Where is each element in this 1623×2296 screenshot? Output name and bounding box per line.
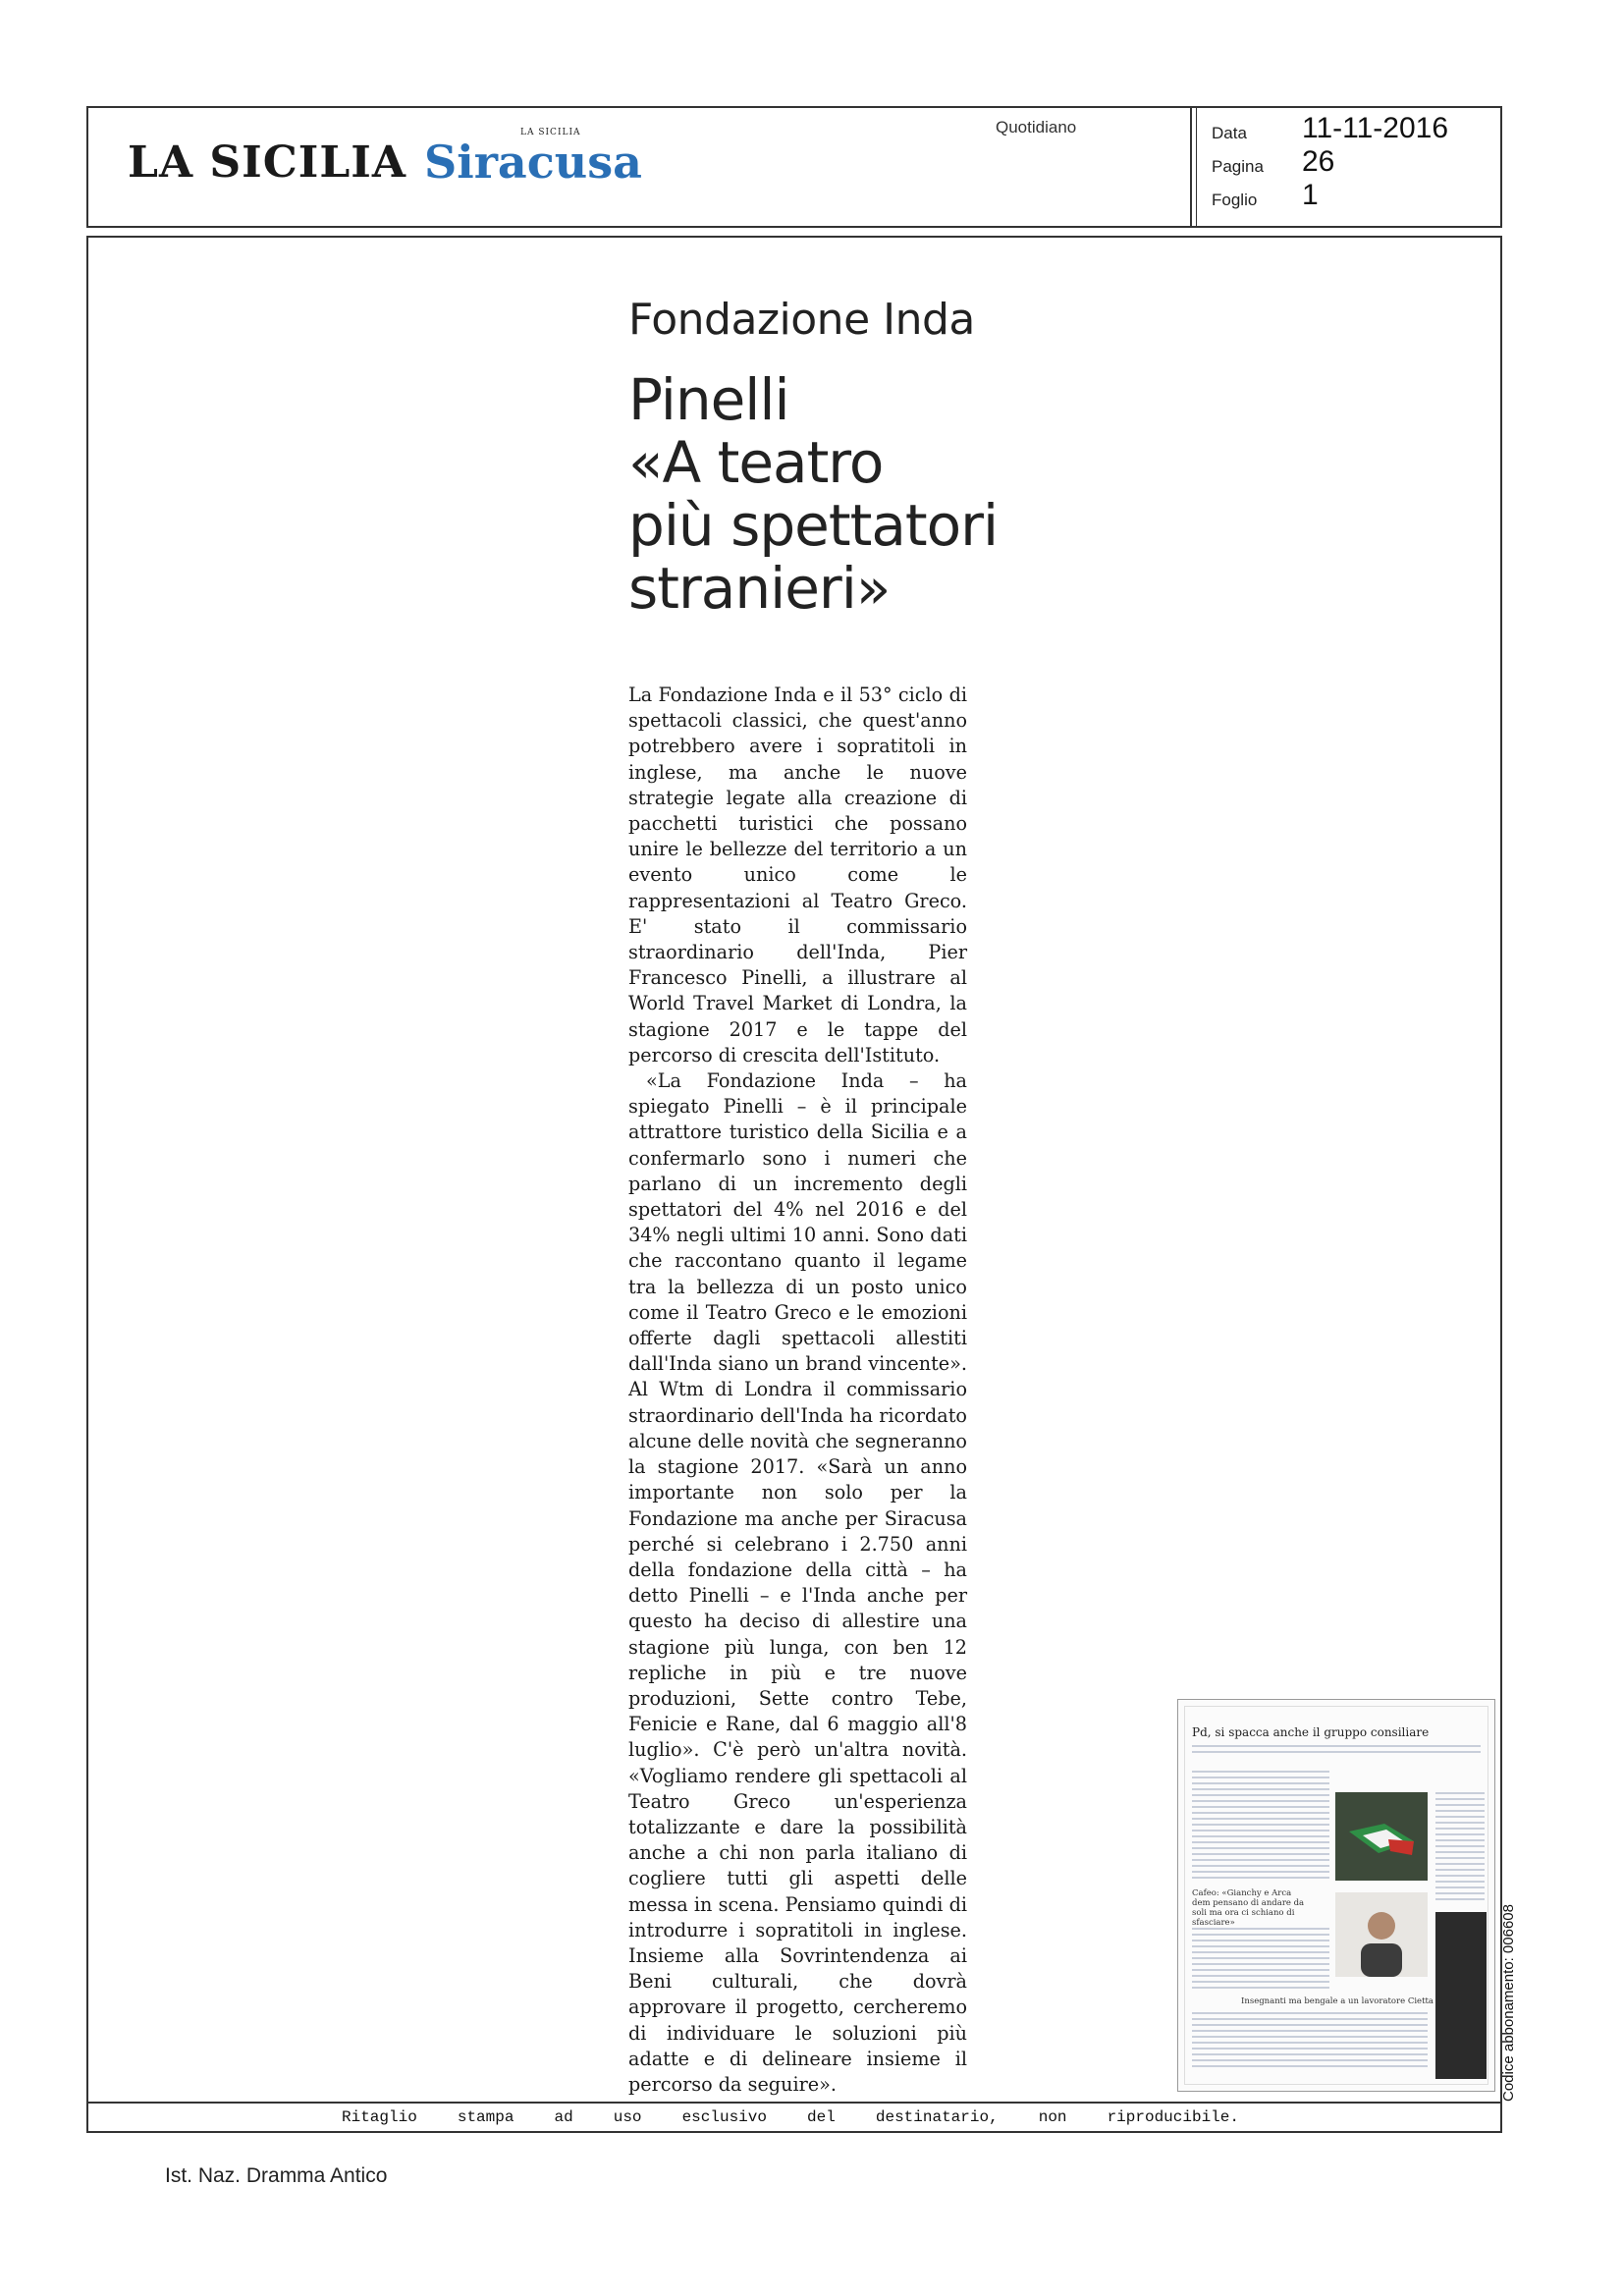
person-icon — [1335, 1892, 1428, 1977]
thumbnail-dark-column — [1435, 1912, 1487, 2079]
thumbnail-text-column — [1192, 2012, 1428, 2071]
sheet-value: 1 — [1302, 179, 1319, 211]
page-value: 26 — [1302, 145, 1335, 178]
thumbnail-text-column — [1192, 1928, 1329, 1989]
newspaper-brand: LA SICILIA — [128, 137, 407, 188]
article-headline — [628, 366, 999, 622]
thumbnail-headline: Pd, si spacca anche il gruppo consiliare — [1192, 1725, 1430, 1739]
notice-word: uso — [613, 2108, 642, 2126]
page-thumbnail — [1177, 1699, 1495, 2092]
thumbnail-subtitle-lines — [1192, 1745, 1481, 1755]
reproduction-notice — [86, 2102, 1502, 2133]
thumbnail-photo-flag — [1335, 1792, 1428, 1881]
thumbnail-photo-portrait — [1335, 1892, 1428, 1977]
notice-word: stampa — [457, 2108, 514, 2126]
page-label: Pagina — [1212, 157, 1264, 176]
small-brand-label: LA SICILIA — [520, 128, 581, 137]
subscriber-name: Ist. Naz. Dramma Antico — [165, 2164, 388, 2187]
thumbnail-text-column — [1192, 1771, 1329, 1881]
notice-word: Ritaglio — [342, 2108, 417, 2126]
clipping-header — [86, 106, 1502, 228]
notice-word: non — [1038, 2108, 1067, 2126]
headline-line: stranieri» — [628, 555, 891, 622]
newspaper-edition: Siracusa — [424, 136, 642, 189]
article-paragraph: La Fondazione Inda e il 53° ciclo di spettacoli classici, che quest'anno potrebbero avere i sopratitoli in inglese, ma anche le nuove strategie legate alla creazione di pacchetti turistici che possano unire le bellezze del territorio a un evento unico come le rappresentazioni al Teatro Greco. E' stato il commissario straordinario dell'Inda, Pier Francesco Pinelli, a illustrare al World Travel Market di Londra, la stagione 2017 e le tappe del percorso di crescita dell'Istituto. — [628, 683, 967, 1066]
article — [628, 295, 999, 2098]
flag-icon — [1335, 1792, 1428, 1881]
notice-word: esclusivo — [681, 2108, 767, 2126]
date-label: Data — [1212, 124, 1247, 142]
thumbnail-caption: Cafeo: «Gianchy e Arca dem pensano di andare da soli ma ora ci schiano di sfasciare» — [1192, 1888, 1305, 1928]
date-value: 11-11-2016 — [1302, 112, 1449, 144]
headline-line: più spettatori — [628, 492, 999, 559]
article-kicker: Fondazione Inda — [628, 295, 975, 345]
notice-word: del — [807, 2108, 836, 2126]
sheet-label: Foglio — [1212, 191, 1258, 209]
notice-word: ad — [554, 2108, 573, 2126]
notice-word: destinatario, — [875, 2108, 999, 2126]
metadata-box — [1190, 108, 1502, 226]
headline-line: Pinelli — [628, 366, 789, 433]
article-paragraph: «La Fondazione Inda – ha spiegato Pinelli – è il principale attrattore turistico della Sicilia e a confermarlo sono i numeri che parlano di un incremento degli spettatori del 4% nel 2016 e del 34% negli ultimi 10 anni. Sono dati che raccontano quanto il legame tra la bellezza di un posto unico come il Teatro Greco e le emozioni offerte dagli spettacoli allestiti dall'Inda siano un brand vincente». Al Wtm di Londra il commissario straordinario dell'Inda ha ricordato alcune delle novità che segneranno la stagione 2017. «Sarà un anno importante non solo per la Fondazione ma anche per Siracusa perché si celebrano i 2.750 anni della fondazione della città – ha detto Pinelli – e l'Inda anche per questo ha deciso di allestire una stagione più lunga, con ben 12 repliche in più e tre nuove produzioni, Sette contro Tebe, Fenicie e Rane, dal 6 maggio all'8 luglio». C'è però un'altra novità. «Vogliamo rendere gli spettacoli al Teatro Greco un'esperienza totalizzante e dare la possibilità anche a chi non parla italiano di cogliere tutti gli aspetti delle messa in scena. Pensiamo quindi di introdurre i sopratitoli in inglese. Insieme alla Sovrintendenza ai Beni culturali, che dovrà approvare il progetto, cercheremo di individuare le soluzioni più adatte e di delineare insieme il percorso da seguire». — [628, 1069, 967, 2096]
headline-line: «A teatro — [628, 429, 884, 496]
thumbnail-caption: Insegnanti ma bengale a un lavoratore Cietta — [1241, 1996, 1434, 2006]
notice-word: riproducibile. — [1107, 2108, 1239, 2126]
subscription-code: Codice abbonamento: 006608 — [1500, 1904, 1517, 2102]
thumbnail-text-column — [1435, 1792, 1485, 1902]
publication-frequency: Quotidiano — [996, 118, 1077, 137]
